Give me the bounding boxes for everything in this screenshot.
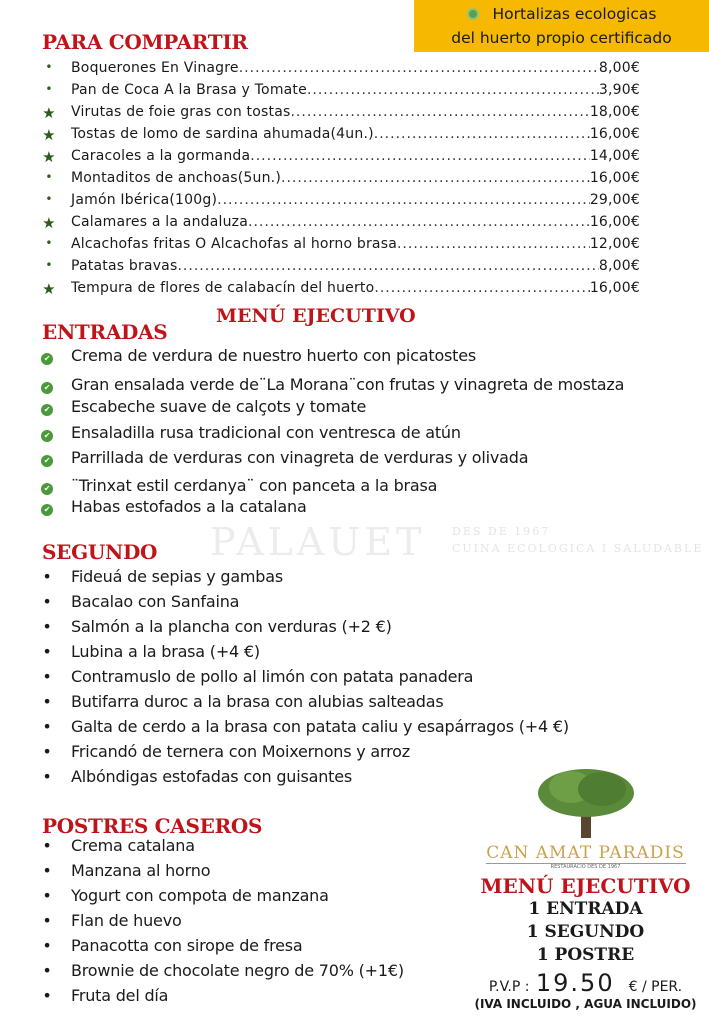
item-name: Lubina a la brasa (+4 €): [71, 642, 260, 661]
eco-banner: [414, 0, 709, 52]
price-note: (IVA INCLUIDO , AGUA INCLUIDO): [474, 997, 697, 1011]
bullet-icon: •: [42, 911, 52, 930]
menu-item: [0, 192, 650, 214]
check-circle-icon: ✔: [41, 483, 53, 495]
item-price: 3,90€: [598, 82, 640, 98]
item-name: Contramuslo de pollo al limón con patata panadera: [71, 667, 474, 686]
check-circle-icon: ✔: [41, 430, 53, 442]
dot-leader: [248, 214, 590, 230]
bullet-icon: •: [42, 986, 52, 1005]
bullet-icon: •: [42, 936, 52, 955]
bullet-icon: •: [42, 861, 52, 880]
item-name: Gran ensalada verde de¨La Morana¨con frutas y vinagreta de mostaza: [71, 375, 625, 394]
bullet-icon: •: [42, 767, 52, 786]
menu-item-line: [71, 280, 640, 296]
section-entradas: ENTRADAS: [42, 320, 168, 344]
item-name: Tostas de lomo de sardina ahumada(4un.): [71, 126, 374, 142]
section-para-compartir: PARA COMPARTIR: [42, 30, 248, 54]
item-name: Pan de Coca A la Brasa y Tomate: [71, 82, 307, 98]
menu-item-line: [71, 126, 640, 142]
star-icon: ★: [42, 104, 56, 122]
check-circle-icon: ✔: [41, 353, 53, 365]
menu-item-line: [71, 104, 640, 120]
dot-leader: [217, 192, 590, 208]
bullet-icon: •: [42, 717, 52, 736]
menu-item-line: [71, 148, 640, 164]
item-name: Fideuá de sepias y gambas: [71, 567, 284, 586]
item-name: Butifarra duroc a la brasa con alubias salteadas: [71, 692, 444, 711]
bullet-icon: •: [42, 836, 52, 855]
item-name: Flan de huevo: [71, 911, 182, 930]
watermark-tagline: CUINA ECOLOGICA I SALUDABLE: [452, 542, 704, 555]
item-price: 16,00€: [589, 280, 640, 296]
item-name: Manzana al horno: [71, 861, 211, 880]
item-price: 16,00€: [589, 214, 640, 230]
star-icon: ★: [42, 148, 56, 166]
menu-item: [0, 214, 650, 236]
dot-leader: [250, 148, 590, 164]
menu-item: [0, 236, 650, 258]
item-name: Escabeche suave de calçots y tomate: [71, 397, 367, 416]
banner-line2: del huerto propio certificado: [451, 29, 672, 47]
dot-leader: [177, 258, 598, 274]
banner-line1: Hortalizas ecologicas: [492, 5, 657, 23]
check-icon: [40, 497, 54, 516]
price-per: € / PER.: [628, 979, 683, 995]
menu-item: [0, 170, 650, 192]
item-name: Salmón a la plancha con verduras (+2 €): [71, 617, 392, 636]
bullet-icon: •: [42, 567, 52, 586]
watermark-since: DES DE 1967: [452, 525, 551, 538]
item-name: Caracoles a la gormanda: [71, 148, 251, 164]
item-name: Ensaladilla rusa tradicional con ventresca de atún: [71, 423, 461, 442]
item-name: Virutas de foie gras con tostas: [71, 104, 291, 120]
menu-price: 19.50: [535, 969, 615, 997]
item-price: 14,00€: [589, 148, 640, 164]
star-icon: ★: [42, 126, 56, 144]
item-name: Albóndigas estofadas con guisantes: [71, 767, 353, 786]
item-price: 18,00€: [589, 104, 640, 120]
item-name: Yogurt con compota de manzana: [71, 886, 329, 905]
menu-item-line: [71, 192, 640, 208]
side-line-postre: 1 POSTRE: [536, 945, 635, 965]
watermark-name: PALAUET: [210, 520, 426, 564]
brand-since: RESTAURACIÓ DES DE 1967: [486, 863, 686, 870]
side-line-entrada: 1 ENTRADA: [528, 899, 643, 919]
star-icon: ★: [42, 214, 56, 232]
bullet-icon: •: [45, 258, 53, 272]
item-price: 8,00€: [598, 258, 640, 274]
dot-leader: [397, 236, 590, 252]
bullet-icon: •: [42, 886, 52, 905]
bullet-icon: •: [42, 692, 52, 711]
check-circle-icon: ✔: [41, 404, 53, 416]
dot-leader: [374, 126, 590, 142]
item-name: Brownie de chocolate negro de 70% (+1€): [71, 961, 404, 980]
item-price: 16,00€: [589, 170, 640, 186]
bullet-icon: •: [42, 742, 52, 761]
check-icon: [40, 397, 54, 416]
item-name: Crema de verdura de nuestro huerto con picatostes: [71, 346, 477, 365]
item-name: Patatas bravas: [71, 258, 178, 274]
item-name: Calamares a la andaluza: [71, 214, 249, 230]
bullet-icon: •: [42, 592, 52, 611]
bullet-icon: •: [42, 961, 52, 980]
menu-ejecutivo-box: [462, 765, 709, 1011]
check-icon: [40, 448, 54, 467]
menu-ejecutivo-heading: MENÚ EJECUTIVO: [216, 305, 416, 327]
bullet-icon: •: [45, 192, 53, 206]
item-name: Jamón Ibérica(100g): [71, 192, 218, 208]
item-name: Fricandó de ternera con Moixernons y arroz: [71, 742, 410, 761]
item-name: Alcachofas fritas O Alcachofas al horno brasa: [71, 236, 397, 252]
check-circle-icon: ✔: [41, 504, 53, 516]
brand-name: CAN AMAT PARADIS: [486, 843, 685, 863]
star-icon: ★: [42, 280, 56, 298]
check-icon: [40, 423, 54, 442]
item-name: Crema catalana: [71, 836, 195, 855]
item-name: Panacotta con sirope de fresa: [71, 936, 303, 955]
bullet-icon: •: [45, 82, 53, 96]
bullet-icon: •: [42, 667, 52, 686]
dot-leader: [307, 82, 599, 98]
menu-item-line: [71, 236, 640, 252]
item-name: Parrillada de verduras con vinagreta de verduras y olivada: [71, 448, 529, 467]
menu-item-line: [71, 170, 640, 186]
tree-logo-icon: [536, 765, 636, 840]
menu-item: [0, 280, 650, 302]
item-price: 12,00€: [589, 236, 640, 252]
item-name: Fruta del día: [71, 986, 169, 1005]
menu-item: [0, 82, 650, 104]
item-name: Bacalao con Sanfaina: [71, 592, 240, 611]
section-segundo: SEGUNDO: [42, 540, 158, 564]
check-icon: [40, 375, 54, 394]
eco-check-icon: [467, 8, 479, 20]
bullet-icon: •: [45, 60, 53, 74]
bullet-icon: •: [42, 642, 52, 661]
item-name: Galta de cerdo a la brasa con patata caliu y esapárragos (+4 €): [71, 717, 569, 736]
item-name: Montaditos de anchoas(5un.): [71, 170, 281, 186]
check-circle-icon: ✔: [41, 382, 53, 394]
check-icon: [40, 476, 54, 495]
dot-leader: [239, 60, 599, 76]
menu-item: [0, 126, 650, 148]
item-price: 16,00€: [589, 126, 640, 142]
menu-item: [0, 148, 650, 170]
dot-leader: [374, 280, 589, 296]
bullet-icon: •: [45, 236, 53, 250]
menu-item-line: [71, 60, 640, 76]
check-circle-icon: ✔: [41, 455, 53, 467]
menu-item: [0, 258, 650, 280]
item-name: Boquerones En Vinagre: [71, 60, 239, 76]
bullet-icon: •: [42, 617, 52, 636]
price-line: [462, 969, 709, 997]
section-postres: POSTRES CASEROS: [42, 814, 263, 838]
menu-item-line: [71, 214, 640, 230]
dot-leader: [281, 170, 590, 186]
bullet-icon: •: [45, 170, 53, 184]
check-icon: [40, 346, 54, 365]
dot-leader: [290, 104, 589, 120]
item-name: ¨Trinxat estil cerdanya¨ con panceta a la brasa: [71, 476, 438, 495]
menu-item: [0, 60, 650, 82]
side-title: MENÚ EJECUTIVO: [480, 874, 691, 898]
item-name: Habas estofados a la catalana: [71, 497, 307, 516]
pvp-label: P.V.P :: [488, 979, 530, 995]
item-name: Tempura de flores de calabacín del huerto: [71, 280, 375, 296]
menu-item: [0, 104, 650, 126]
item-price: 8,00€: [598, 60, 640, 76]
menu-item-line: [71, 258, 640, 274]
side-line-segundo: 1 SEGUNDO: [526, 922, 645, 942]
item-price: 29,00€: [589, 192, 640, 208]
menu-item-line: [71, 82, 640, 98]
